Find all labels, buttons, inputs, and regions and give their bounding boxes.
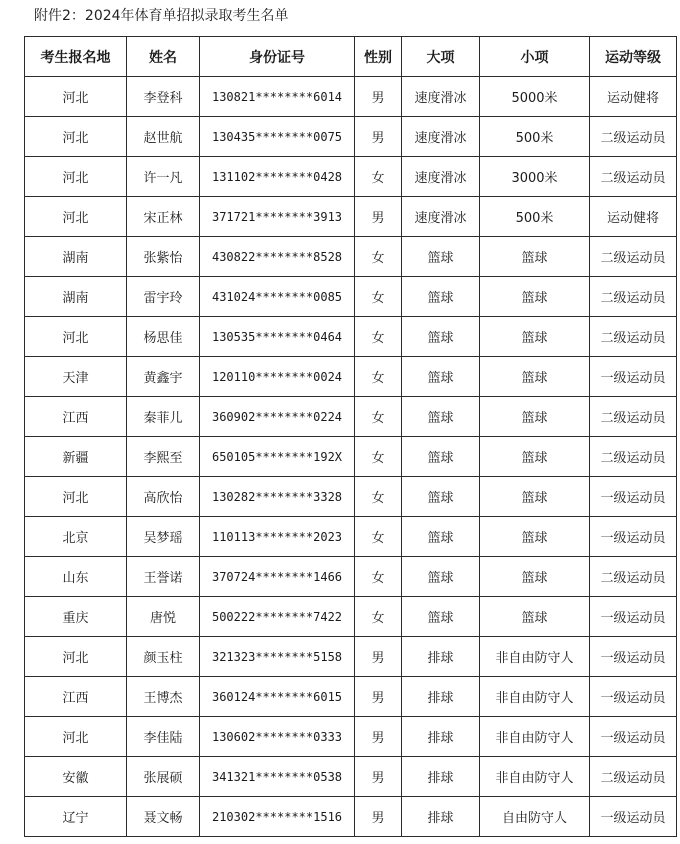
cell-gender: 男	[355, 677, 402, 717]
cell-region: 重庆	[25, 597, 127, 637]
header-row	[25, 37, 677, 77]
cell-name: 黄鑫宇	[127, 357, 200, 397]
cell-id-number: 130535********0464	[200, 317, 355, 357]
cell-sport: 排球	[402, 797, 480, 837]
cell-level: 二级运动员	[590, 437, 677, 477]
cell-id-number: 650105********192X	[200, 437, 355, 477]
cell-region: 湖南	[25, 237, 127, 277]
cell-gender: 女	[355, 517, 402, 557]
cell-sport: 篮球	[402, 357, 480, 397]
table-row	[25, 637, 677, 677]
cell-level: 一级运动员	[590, 357, 677, 397]
table-row	[25, 197, 677, 237]
cell-event: 500米	[480, 117, 590, 157]
cell-name: 秦菲儿	[127, 397, 200, 437]
cell-name: 颜玉柱	[127, 637, 200, 677]
table-row	[25, 717, 677, 757]
cell-sport: 速度滑冰	[402, 117, 480, 157]
cell-event: 篮球	[480, 477, 590, 517]
header-region: 考生报名地	[25, 37, 127, 77]
cell-id-number: 210302********1516	[200, 797, 355, 837]
table-row	[25, 157, 677, 197]
cell-level: 运动健将	[590, 77, 677, 117]
cell-gender: 女	[355, 597, 402, 637]
cell-level: 一级运动员	[590, 517, 677, 557]
table-row	[25, 477, 677, 517]
cell-name: 唐悦	[127, 597, 200, 637]
cell-event: 篮球	[480, 237, 590, 277]
cell-sport: 排球	[402, 757, 480, 797]
cell-gender: 男	[355, 757, 402, 797]
cell-id-number: 500222********7422	[200, 597, 355, 637]
cell-name: 张展硕	[127, 757, 200, 797]
document-title: 附件2：2024年体育单招拟录取考生名单	[34, 8, 289, 24]
cell-name: 杨思佳	[127, 317, 200, 357]
cell-id-number: 360124********6015	[200, 677, 355, 717]
cell-event: 非自由防守人	[480, 677, 590, 717]
table-row	[25, 677, 677, 717]
cell-level: 一级运动员	[590, 637, 677, 677]
cell-level: 二级运动员	[590, 157, 677, 197]
cell-name: 王誉诺	[127, 557, 200, 597]
cell-sport: 速度滑冰	[402, 197, 480, 237]
cell-event: 篮球	[480, 517, 590, 557]
cell-gender: 男	[355, 717, 402, 757]
cell-id-number: 370724********1466	[200, 557, 355, 597]
cell-id-number: 430822********8528	[200, 237, 355, 277]
cell-sport: 篮球	[402, 517, 480, 557]
cell-event: 篮球	[480, 437, 590, 477]
cell-event: 非自由防守人	[480, 637, 590, 677]
cell-level: 二级运动员	[590, 557, 677, 597]
cell-name: 雷宇玲	[127, 277, 200, 317]
cell-level: 运动健将	[590, 197, 677, 237]
cell-name: 李佳陆	[127, 717, 200, 757]
cell-event: 篮球	[480, 277, 590, 317]
cell-name: 聂文畅	[127, 797, 200, 837]
cell-name: 宋正林	[127, 197, 200, 237]
cell-level: 二级运动员	[590, 277, 677, 317]
cell-region: 天津	[25, 357, 127, 397]
cell-level: 二级运动员	[590, 757, 677, 797]
cell-gender: 女	[355, 477, 402, 517]
cell-gender: 男	[355, 637, 402, 677]
cell-gender: 女	[355, 357, 402, 397]
cell-id-number: 120110********0024	[200, 357, 355, 397]
cell-event: 5000米	[480, 77, 590, 117]
cell-level: 一级运动员	[590, 717, 677, 757]
cell-sport: 篮球	[402, 597, 480, 637]
table-row	[25, 797, 677, 837]
cell-sport: 排球	[402, 637, 480, 677]
cell-name: 高欣怡	[127, 477, 200, 517]
cell-sport: 篮球	[402, 397, 480, 437]
cell-region: 河北	[25, 477, 127, 517]
cell-level: 一级运动员	[590, 477, 677, 517]
cell-id-number: 360902********0224	[200, 397, 355, 437]
cell-region: 河北	[25, 317, 127, 357]
cell-gender: 男	[355, 197, 402, 237]
table-header	[25, 37, 677, 77]
cell-event: 非自由防守人	[480, 757, 590, 797]
table-row	[25, 437, 677, 477]
table-row	[25, 77, 677, 117]
cell-sport: 篮球	[402, 237, 480, 277]
cell-id-number: 131102********0428	[200, 157, 355, 197]
cell-region: 新疆	[25, 437, 127, 477]
cell-event: 500米	[480, 197, 590, 237]
cell-region: 江西	[25, 677, 127, 717]
cell-name: 赵世航	[127, 117, 200, 157]
cell-gender: 女	[355, 157, 402, 197]
table-body	[25, 77, 677, 837]
cell-region: 河北	[25, 197, 127, 237]
header-name: 姓名	[127, 37, 200, 77]
cell-gender: 女	[355, 557, 402, 597]
cell-sport: 排球	[402, 717, 480, 757]
table-row	[25, 237, 677, 277]
cell-name: 张紫怡	[127, 237, 200, 277]
cell-name: 李熙至	[127, 437, 200, 477]
cell-region: 山东	[25, 557, 127, 597]
admission-table	[24, 36, 677, 837]
cell-id-number: 341321********0538	[200, 757, 355, 797]
cell-sport: 速度滑冰	[402, 157, 480, 197]
cell-sport: 篮球	[402, 317, 480, 357]
cell-name: 王博杰	[127, 677, 200, 717]
cell-region: 河北	[25, 637, 127, 677]
cell-event: 篮球	[480, 317, 590, 357]
cell-gender: 女	[355, 437, 402, 477]
cell-sport: 排球	[402, 677, 480, 717]
header-id-number: 身份证号	[200, 37, 355, 77]
cell-region: 江西	[25, 397, 127, 437]
cell-region: 河北	[25, 157, 127, 197]
cell-gender: 女	[355, 237, 402, 277]
header-level: 运动等级	[590, 37, 677, 77]
cell-event: 自由防守人	[480, 797, 590, 837]
table-row	[25, 117, 677, 157]
cell-id-number: 130435********0075	[200, 117, 355, 157]
cell-gender: 男	[355, 117, 402, 157]
cell-event: 篮球	[480, 357, 590, 397]
cell-level: 一级运动员	[590, 597, 677, 637]
cell-sport: 篮球	[402, 477, 480, 517]
cell-sport: 速度滑冰	[402, 77, 480, 117]
header-event: 小项	[480, 37, 590, 77]
cell-level: 一级运动员	[590, 797, 677, 837]
cell-level: 二级运动员	[590, 237, 677, 277]
cell-region: 湖南	[25, 277, 127, 317]
cell-id-number: 110113********2023	[200, 517, 355, 557]
table-row	[25, 757, 677, 797]
cell-id-number: 130282********3328	[200, 477, 355, 517]
header-sport: 大项	[402, 37, 480, 77]
cell-id-number: 371721********3913	[200, 197, 355, 237]
cell-region: 河北	[25, 117, 127, 157]
table-row	[25, 317, 677, 357]
table-row	[25, 397, 677, 437]
cell-event: 3000米	[480, 157, 590, 197]
cell-sport: 篮球	[402, 277, 480, 317]
cell-level: 二级运动员	[590, 397, 677, 437]
cell-name: 吴梦瑶	[127, 517, 200, 557]
cell-region: 辽宁	[25, 797, 127, 837]
cell-region: 北京	[25, 517, 127, 557]
cell-event: 篮球	[480, 597, 590, 637]
cell-gender: 男	[355, 797, 402, 837]
cell-id-number: 431024********0085	[200, 277, 355, 317]
table-row	[25, 277, 677, 317]
header-gender: 性别	[355, 37, 402, 77]
cell-gender: 女	[355, 317, 402, 357]
cell-sport: 篮球	[402, 437, 480, 477]
cell-gender: 男	[355, 77, 402, 117]
cell-region: 安徽	[25, 757, 127, 797]
cell-gender: 女	[355, 397, 402, 437]
cell-level: 二级运动员	[590, 117, 677, 157]
cell-event: 非自由防守人	[480, 717, 590, 757]
cell-event: 篮球	[480, 557, 590, 597]
cell-name: 许一凡	[127, 157, 200, 197]
cell-id-number: 130602********0333	[200, 717, 355, 757]
cell-id-number: 321323********5158	[200, 637, 355, 677]
table-row	[25, 597, 677, 637]
cell-name: 李登科	[127, 77, 200, 117]
cell-event: 篮球	[480, 397, 590, 437]
cell-level: 二级运动员	[590, 317, 677, 357]
table-row	[25, 357, 677, 397]
cell-level: 一级运动员	[590, 677, 677, 717]
table-row	[25, 517, 677, 557]
cell-region: 河北	[25, 717, 127, 757]
cell-sport: 篮球	[402, 557, 480, 597]
cell-id-number: 130821********6014	[200, 77, 355, 117]
cell-gender: 女	[355, 277, 402, 317]
cell-region: 河北	[25, 77, 127, 117]
table-row	[25, 557, 677, 597]
